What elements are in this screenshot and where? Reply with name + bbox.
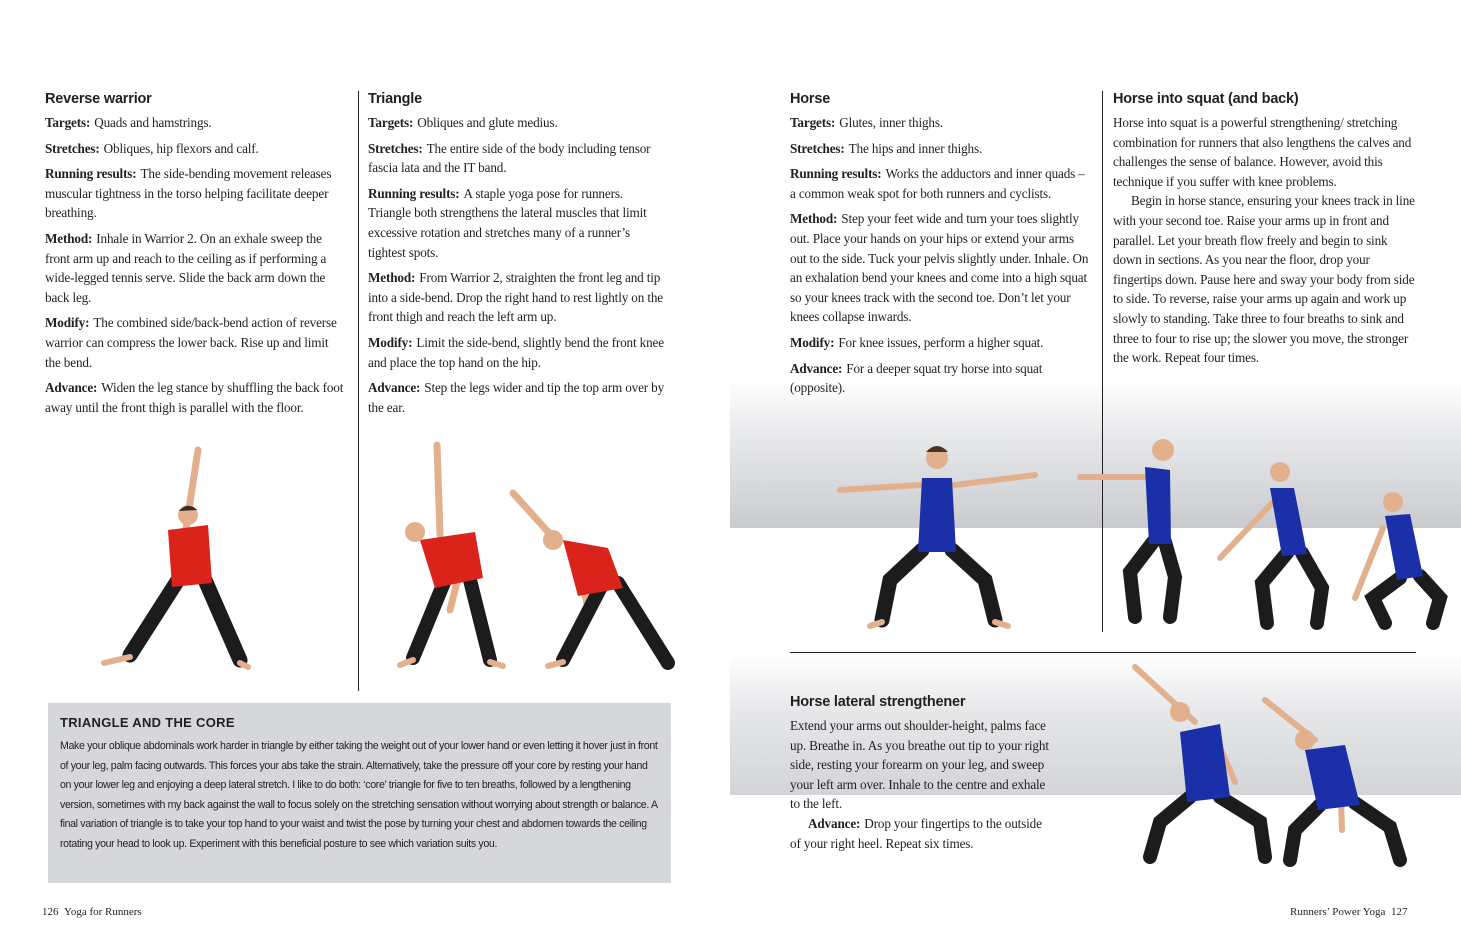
horse-method: Method: Step your feet wide and turn your toes slightly out. Place your hands on your hips or extend your arms out to the side. Tuck your pelvis slightly under. Inhale. On an exhalation bend your knees and come into a high squat so your knees track with the second toe. Don’t let your knees collapse inwards.: [790, 211, 1089, 325]
triangle-photo-core: [395, 440, 510, 675]
reverse-warrior-advance: Advance: Widen the leg stance by shuffling the back foot away until the front thigh is parallel with the floor.: [45, 380, 344, 415]
right-page-number: 127: [1390, 906, 1408, 918]
horse-lateral-title: Horse lateral strengthener: [790, 694, 966, 710]
left-footer: [42, 906, 142, 918]
triangle-column: [368, 91, 668, 423]
horse-squat-photo-1: [1075, 432, 1195, 632]
reverse-warrior-photo: [90, 445, 260, 675]
reverse-warrior-title: Reverse warrior: [45, 91, 152, 107]
horse-into-squat-steps: Begin in horse stance, ensuring your knees track in line with your second toe. Raise your arms up in front and parallel. Let your breath flow freely and begin to sink down in sections. As you near the floor, drop your fingertips down. Pause here and sway your body from side to side. To reverse, raise your arms up again and work up slowly to standing. Take three to four breaths to sink and three to four to rise up; the slower you move, the stronger the work. Repeat four times.: [1113, 193, 1415, 366]
horse-into-squat-intro: Horse into squat is a powerful strengthening/ stretching combination for runners that also lengthens the calves and challenges the sense of balance. However, avoid this technique if you suffer with knee problems.: [1113, 115, 1412, 189]
horse-photo: [830, 440, 1060, 635]
left-page-number: 126: [42, 906, 59, 918]
triangle-modify: Modify: Limit the side-bend, slightly bend the front knee and place the top hand on the hip.: [368, 334, 664, 370]
reverse-warrior-modify: Modify: The combined side/back-bend action of reverse warrior can compress the lower back. Rise up and limit the bend.: [45, 315, 337, 370]
horse-into-squat-title: Horse into squat (and back): [1113, 91, 1299, 107]
horse-into-squat-column: [1113, 91, 1418, 374]
sidebar-title: TRIANGLE AND THE CORE: [60, 715, 235, 730]
horse-column: [790, 91, 1090, 404]
horse-modify: Modify: For knee issues, perform a higher squat.: [790, 334, 1044, 350]
horse-squat-photo-2: [1212, 458, 1342, 633]
triangle-core-sidebar: [48, 703, 671, 883]
horse-stretches: Stretches: The hips and inner thighs.: [790, 140, 983, 156]
horse-lateral-column: [790, 694, 1055, 859]
triangle-method: Method: From Warrior 2, straighten the front leg and tip into a side-bend. Drop the right hand to rest lightly on the front thigh and reach the left arm up.: [368, 270, 663, 325]
reverse-warrior-stretches: Stretches: Obliques, hip flexors and calf.: [45, 140, 259, 156]
reverse-warrior-targets: Targets: Quads and hamstrings.: [45, 115, 212, 130]
triangle-photo-stretch: [508, 488, 678, 678]
horse-squat-photo-3: [1345, 488, 1455, 633]
triangle-advance: Advance: Step the legs wider and tip the top arm over by the ear.: [368, 380, 665, 415]
column-divider: [358, 91, 359, 691]
reverse-warrior-column: [45, 91, 345, 423]
reverse-warrior-running: Running results: The side-bending movement releases muscular tightness in the torso helping facilitate deeper breathing.: [45, 166, 332, 221]
triangle-targets: Targets: Obliques and glute medius.: [368, 115, 558, 130]
horse-title: Horse: [790, 91, 831, 107]
horse-lateral-advance: Advance: Drop your fingertips to the outside of your right heel. Repeat six times.: [790, 815, 1042, 851]
section-divider: [790, 652, 1416, 653]
horse-lateral-body: Extend your arms out shoulder-height, palms face up. Breathe in. As you breathe out tip to your right side, resting your forearm on your leg, and sweep your left arm over. Inhale to the centre and exhale to the left.: [790, 718, 1049, 812]
sidebar-body: Make your oblique abdominals work harder in triangle by either taking the weight out of your lower hand or even letting it hover just in front of your leg, palm facing outwards. This forces your abs take the strain. Alternatively, take the pressure off your core by resting your hand on your lower leg and enjoying a deep lateral stretch. I like to do both: ‘core’ triangle for five to ten breaths, followed by a lengthening version, sometimes with my back against the wall to focus solely on the stretching sensation without worrying about strength or balance. A final variation of triangle is to take your top hand to your waist and twist the pose by turning your chest and abdomen towards the ceiling rotating your head to look up. Experiment with this beneficial posture to see which variation suits you.: [60, 740, 658, 850]
triangle-running: Running results: A staple yoga pose for runners. Triangle both strengthens the lateral muscles that limit excessive rotation and stretches many of a runner’s tightest spots.: [368, 185, 647, 260]
reverse-warrior-method: Method: Inhale in Warrior 2. On an exhale sweep the front arm up and reach to the ceiling as if performing a wide-legged tennis serve. Slide the back arm down the back leg.: [45, 230, 327, 305]
horse-running: Running results: Works the adductors and inner quads – a common weak spot for both runners and cyclists.: [790, 166, 1085, 201]
left-book-title: Yoga for Runners: [64, 906, 142, 918]
right-book-title: Runners’ Power Yoga: [1290, 906, 1386, 918]
right-footer: [1290, 906, 1407, 918]
horse-targets: Targets: Glutes, inner thighs.: [790, 115, 944, 130]
horse-lateral-photo-2: [1260, 695, 1420, 870]
horse-advance: Advance: For a deeper squat try horse into squat (opposite).: [790, 360, 1043, 396]
triangle-stretches: Stretches: The entire side of the body including tensor fascia lata and the IT band.: [368, 140, 651, 176]
triangle-title: Triangle: [368, 91, 422, 107]
